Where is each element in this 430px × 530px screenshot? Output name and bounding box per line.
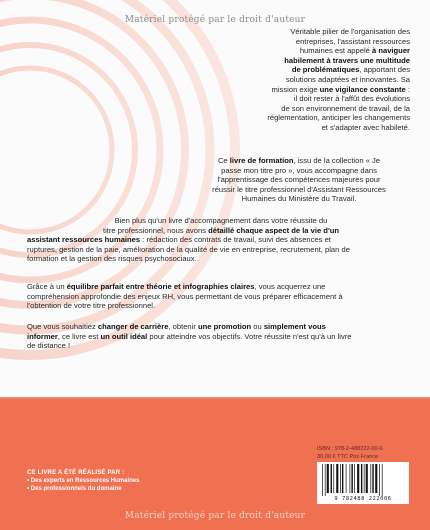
text-line: Que vous souhaitiez changer de carrière, obtenir une promotion ou simplement vous [27,322,326,331]
barcode-number: 9 782488 222006 [334,496,392,502]
barcode-bar [327,464,329,493]
text-line: il doit rester à l'affût des évolutions [293,94,410,104]
barcode-bar [382,464,383,496]
text-line: Ce livre de formation, issu de la collection « Je [217,156,381,165]
intro-paragraph [196,27,410,133]
barcode-bar [370,464,371,493]
details-paragraph [27,216,415,264]
barcode-bar [372,464,373,493]
credits-block [27,469,140,493]
barcode-bar [379,464,380,496]
barcode-bar [342,464,343,493]
barcode-bar [336,464,338,493]
barcode-bar [325,464,326,496]
text-line: passe mon titre pro », vous accompagne dans [221,165,377,175]
barcode-bar [333,464,334,493]
credits-item: • Des experts en Ressources Humaines [27,478,140,484]
copyright-watermark-top: Matériel protégé par le droit d'auteur [124,15,306,25]
barcode-bar [375,464,377,493]
text-line: formation et la gestion des risques psychosociaux. [27,254,197,264]
text-line: ruptures, gestion de la paie, amélioration de la qualité de vie en entreprise, recrutement, plan de [27,244,350,254]
text-line: Bien plus qu'un livre d'accompagnement dans votre réussite du [114,216,328,225]
text-line: Grâce à un équilibre parfait entre théorie et infographies claires, vous acquerrez une [27,282,326,291]
barcode [317,462,409,504]
barcode-bar [351,464,352,493]
barcode-bar [357,464,359,493]
barcode-bar [350,464,351,493]
text-line: habilement à travers une multitude [284,55,410,65]
barcode-bar [322,464,323,496]
method-paragraph [27,282,415,311]
barcode-bar [340,464,341,493]
text-line: assistant ressources humaines : rédaction des contrats de travail, suivi des absences et [27,235,331,245]
isbn-block [317,446,383,461]
text-line: réglementation, anticiper les changements [267,113,410,123]
credits-item: • Des professionnels du domaine [27,486,122,492]
text-line: mission exige une vigilance constante : [271,84,410,94]
text-line: solutions adaptées et innovantes. Sa [285,74,410,84]
text-line: de son environnement de travail, de la [281,103,410,113]
text-line: Véritable pilier de l'organisation des [290,27,410,36]
price: 30,00 € TTC Prix France [317,453,379,460]
barcode-bar [346,464,347,493]
collection-paragraph [186,156,412,204]
text-line: Humaines du Ministère du Travail. [241,194,357,204]
goals-paragraph [27,322,415,351]
text-line: informer, ce livre est un outil idéal pour atteindre vos objectifs. Votre réussite n'est qu'à un livre [27,331,352,341]
barcode-bar [354,464,355,493]
text-line: l'obtention de votre titre professionnel. [27,301,156,311]
text-line: compréhension approfondie des enjeux RH, vous permettant de vous préparer efficacement à [27,291,343,301]
text-line: et s'adapter avec habileté. [321,122,410,132]
text-line: titre professionnel, nous avons détaillé chaque aspect de la vie d'un [102,225,340,235]
barcode-bars [320,464,406,496]
text-line: entreprises, l'assistant ressources [295,36,410,46]
credits-heading: CE LIVRE A ÉTÉ RÉALISÉ PAR : [27,470,125,476]
text-line: de distance ! [27,341,71,351]
barcode-bar [361,464,362,493]
barcode-bar [366,464,368,493]
text-line: l'apprentissage des compétences majeures pour [217,175,381,185]
isbn-number: ISBN : 978-2-488222-00-6 [317,446,383,452]
barcode-bar [364,464,365,493]
barcode-bar [331,464,332,493]
text-line: humaines est appelé à naviguer [299,46,410,56]
text-line: réussir le titre professionnel d'Assistant Ressources [212,184,386,194]
text-line: de problématiques, apportant des [291,65,410,75]
copyright-watermark-bottom: Matériel protégé par le droit d'auteur [124,511,306,521]
